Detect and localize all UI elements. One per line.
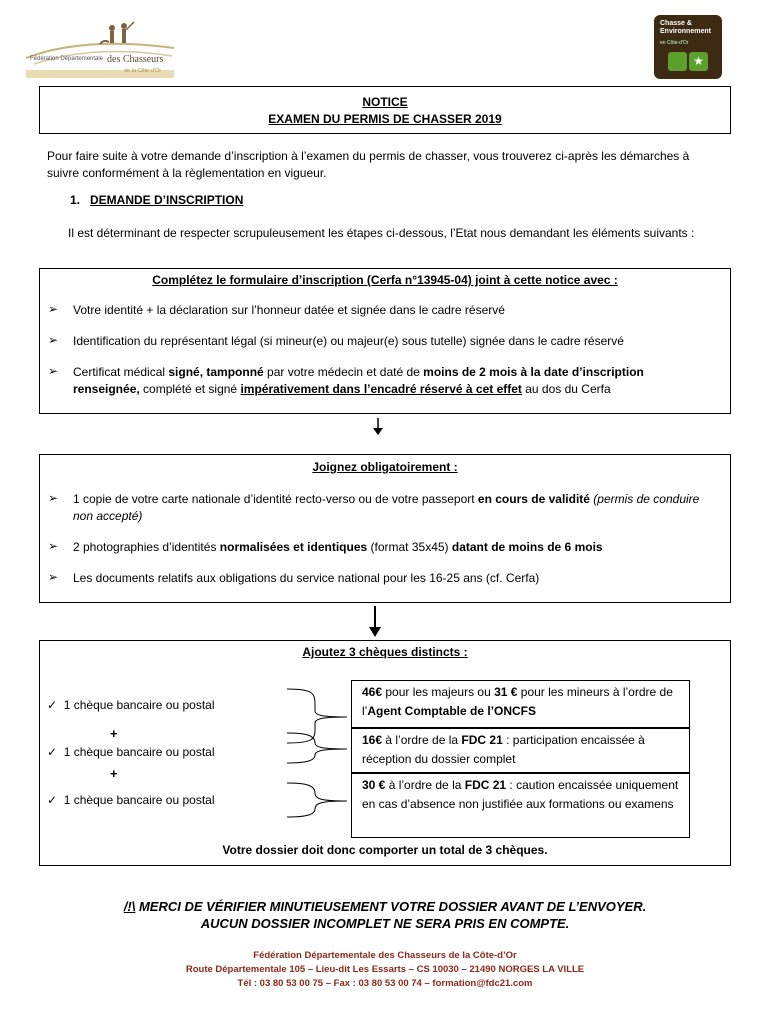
leaf-icon: [668, 52, 687, 71]
brace-icon: [283, 685, 353, 835]
section-text: Il est déterminant de respecter scrupuleusement les étapes ci-dessous, l’Etat nous demandant les éléments suivants :: [68, 226, 695, 240]
notice-title-box: [39, 86, 731, 134]
cheques-box-title: Ajoutez 3 chèques distincts :: [302, 645, 468, 659]
notice-title: NOTICE: [362, 95, 408, 109]
cheques-total: Votre dossier doit donc comporter un total de 3 chèques.: [222, 843, 548, 857]
cheque-item: ✓ 1 chèque bancaire ou postal: [47, 745, 215, 759]
logo-right-line2: Environnement: [660, 28, 711, 35]
cerfa-box: [39, 268, 731, 414]
warning-icon: /!\: [123, 899, 136, 914]
footer-address: Route Départementale 105 – Lieu-dit Les Essarts – CS 10030 – 21490 NORGES LA VILLE: [185, 964, 585, 975]
cheque-item: ✓ 1 chèque bancaire ou postal: [47, 698, 215, 712]
cerfa-item-medical: Certificat médical signé, tamponné par votre médecin et daté de moins de 2 mois à la date d’inscription renseignée, complété et signé impérativement dans l’encadré réservé à cet effet au dos du Cerfa: [73, 365, 644, 396]
chasse-environnement-logo: [654, 15, 722, 79]
arrow-bullet-icon: ➢: [48, 302, 59, 316]
attachment-national-service: Les documents relatifs aux obligations du service national pour les 16-25 ans (cf. Cerfa): [73, 571, 540, 585]
cerfa-item-identity: Votre identité + la déclaration sur l’honneur datée et signée dans le cadre réservé: [73, 303, 505, 317]
attachments-box: [39, 454, 731, 603]
plus-sign: +: [110, 766, 118, 781]
logo-right-line3: en Côte-d'Or: [660, 40, 689, 46]
down-arrow-icon: [372, 418, 384, 436]
footer-contact: Tél : 03 80 53 00 75 – Fax : 03 80 53 00 74 – formation@fdc21.com: [237, 978, 533, 989]
section-number: 1.: [70, 193, 81, 207]
arrow-bullet-icon: ➢: [48, 333, 59, 347]
plus-sign: +: [110, 726, 118, 741]
cerfa-box-title: Complétez le formulaire d’inscription (Cerfa n°13945-04) joint à cette notice avec :: [152, 273, 618, 287]
section-title-text: DEMANDE D’INSCRIPTION: [90, 193, 244, 207]
attachments-box-title: Joignez obligatoirement :: [312, 460, 458, 474]
cheque-item: ✓ 1 chèque bancaire ou postal: [47, 793, 215, 807]
star-icon: ★: [689, 52, 708, 71]
arrow-bullet-icon: ➢: [48, 364, 59, 378]
footer-org: Fédération Départementale des Chasseurs de la Côte-d’Or: [253, 950, 517, 961]
cerfa-item-legal-rep: Identification du représentant légal (si mineur(e) ou majeur(e) sous tutelle) signée dans le cadre réservé: [73, 334, 624, 348]
logo-title: des Chasseurs: [107, 54, 164, 65]
warning-line1: /!\ MERCI DE VÉRIFIER MINUTIEUSEMENT VOTRE DOSSIER AVANT DE L’ENVOYER.: [123, 899, 647, 914]
fdc21-logo: [24, 18, 176, 80]
logo-text: Fédération Départementale: [30, 56, 104, 62]
cheque-fdc21-participation: 16€ à l’ordre de la FDC 21 : participation encaissée à réception du dossier complet: [351, 728, 690, 773]
attachment-photos: 2 photographies d’identités normalisées et identiques (format 35x45) datant de moins de 6 mois: [73, 540, 603, 554]
attachment-id-copy: 1 copie de votre carte nationale d’identité recto-verso ou de votre passeport en cours de validité (permis de conduire non accepté): [73, 492, 700, 523]
arrow-bullet-icon: ➢: [48, 491, 59, 505]
cheque-oncfs: 46€ pour les majeurs ou 31 € pour les mineurs à l’ordre de l’Agent Comptable de l’ONCFS: [351, 680, 690, 728]
down-arrow-icon: [368, 606, 382, 638]
cheque-fdc21-caution: 30 € à l’ordre de la FDC 21 : caution encaissée uniquement en cas d’absence non justifiée aux formations ou examens: [351, 773, 690, 838]
logo-subtitle: de la Côte-d'Or: [124, 68, 162, 74]
notice-subtitle: EXAMEN DU PERMIS DE CHASSER 2019: [268, 112, 502, 126]
section-title: [70, 192, 740, 209]
logo-right-line1: Chasse &: [660, 20, 692, 27]
arrow-bullet-icon: ➢: [48, 570, 59, 584]
warning-line2: AUCUN DOSSIER INCOMPLET NE SERA PRIS EN COMPTE.: [200, 916, 570, 931]
intro-text: Pour faire suite à votre demande d’inscription à l’examen du permis de chasser, vous trouverez ci-après les démarches à suivre conformément à la règlementation en vigueur.: [47, 149, 690, 180]
arrow-bullet-icon: ➢: [48, 539, 59, 553]
